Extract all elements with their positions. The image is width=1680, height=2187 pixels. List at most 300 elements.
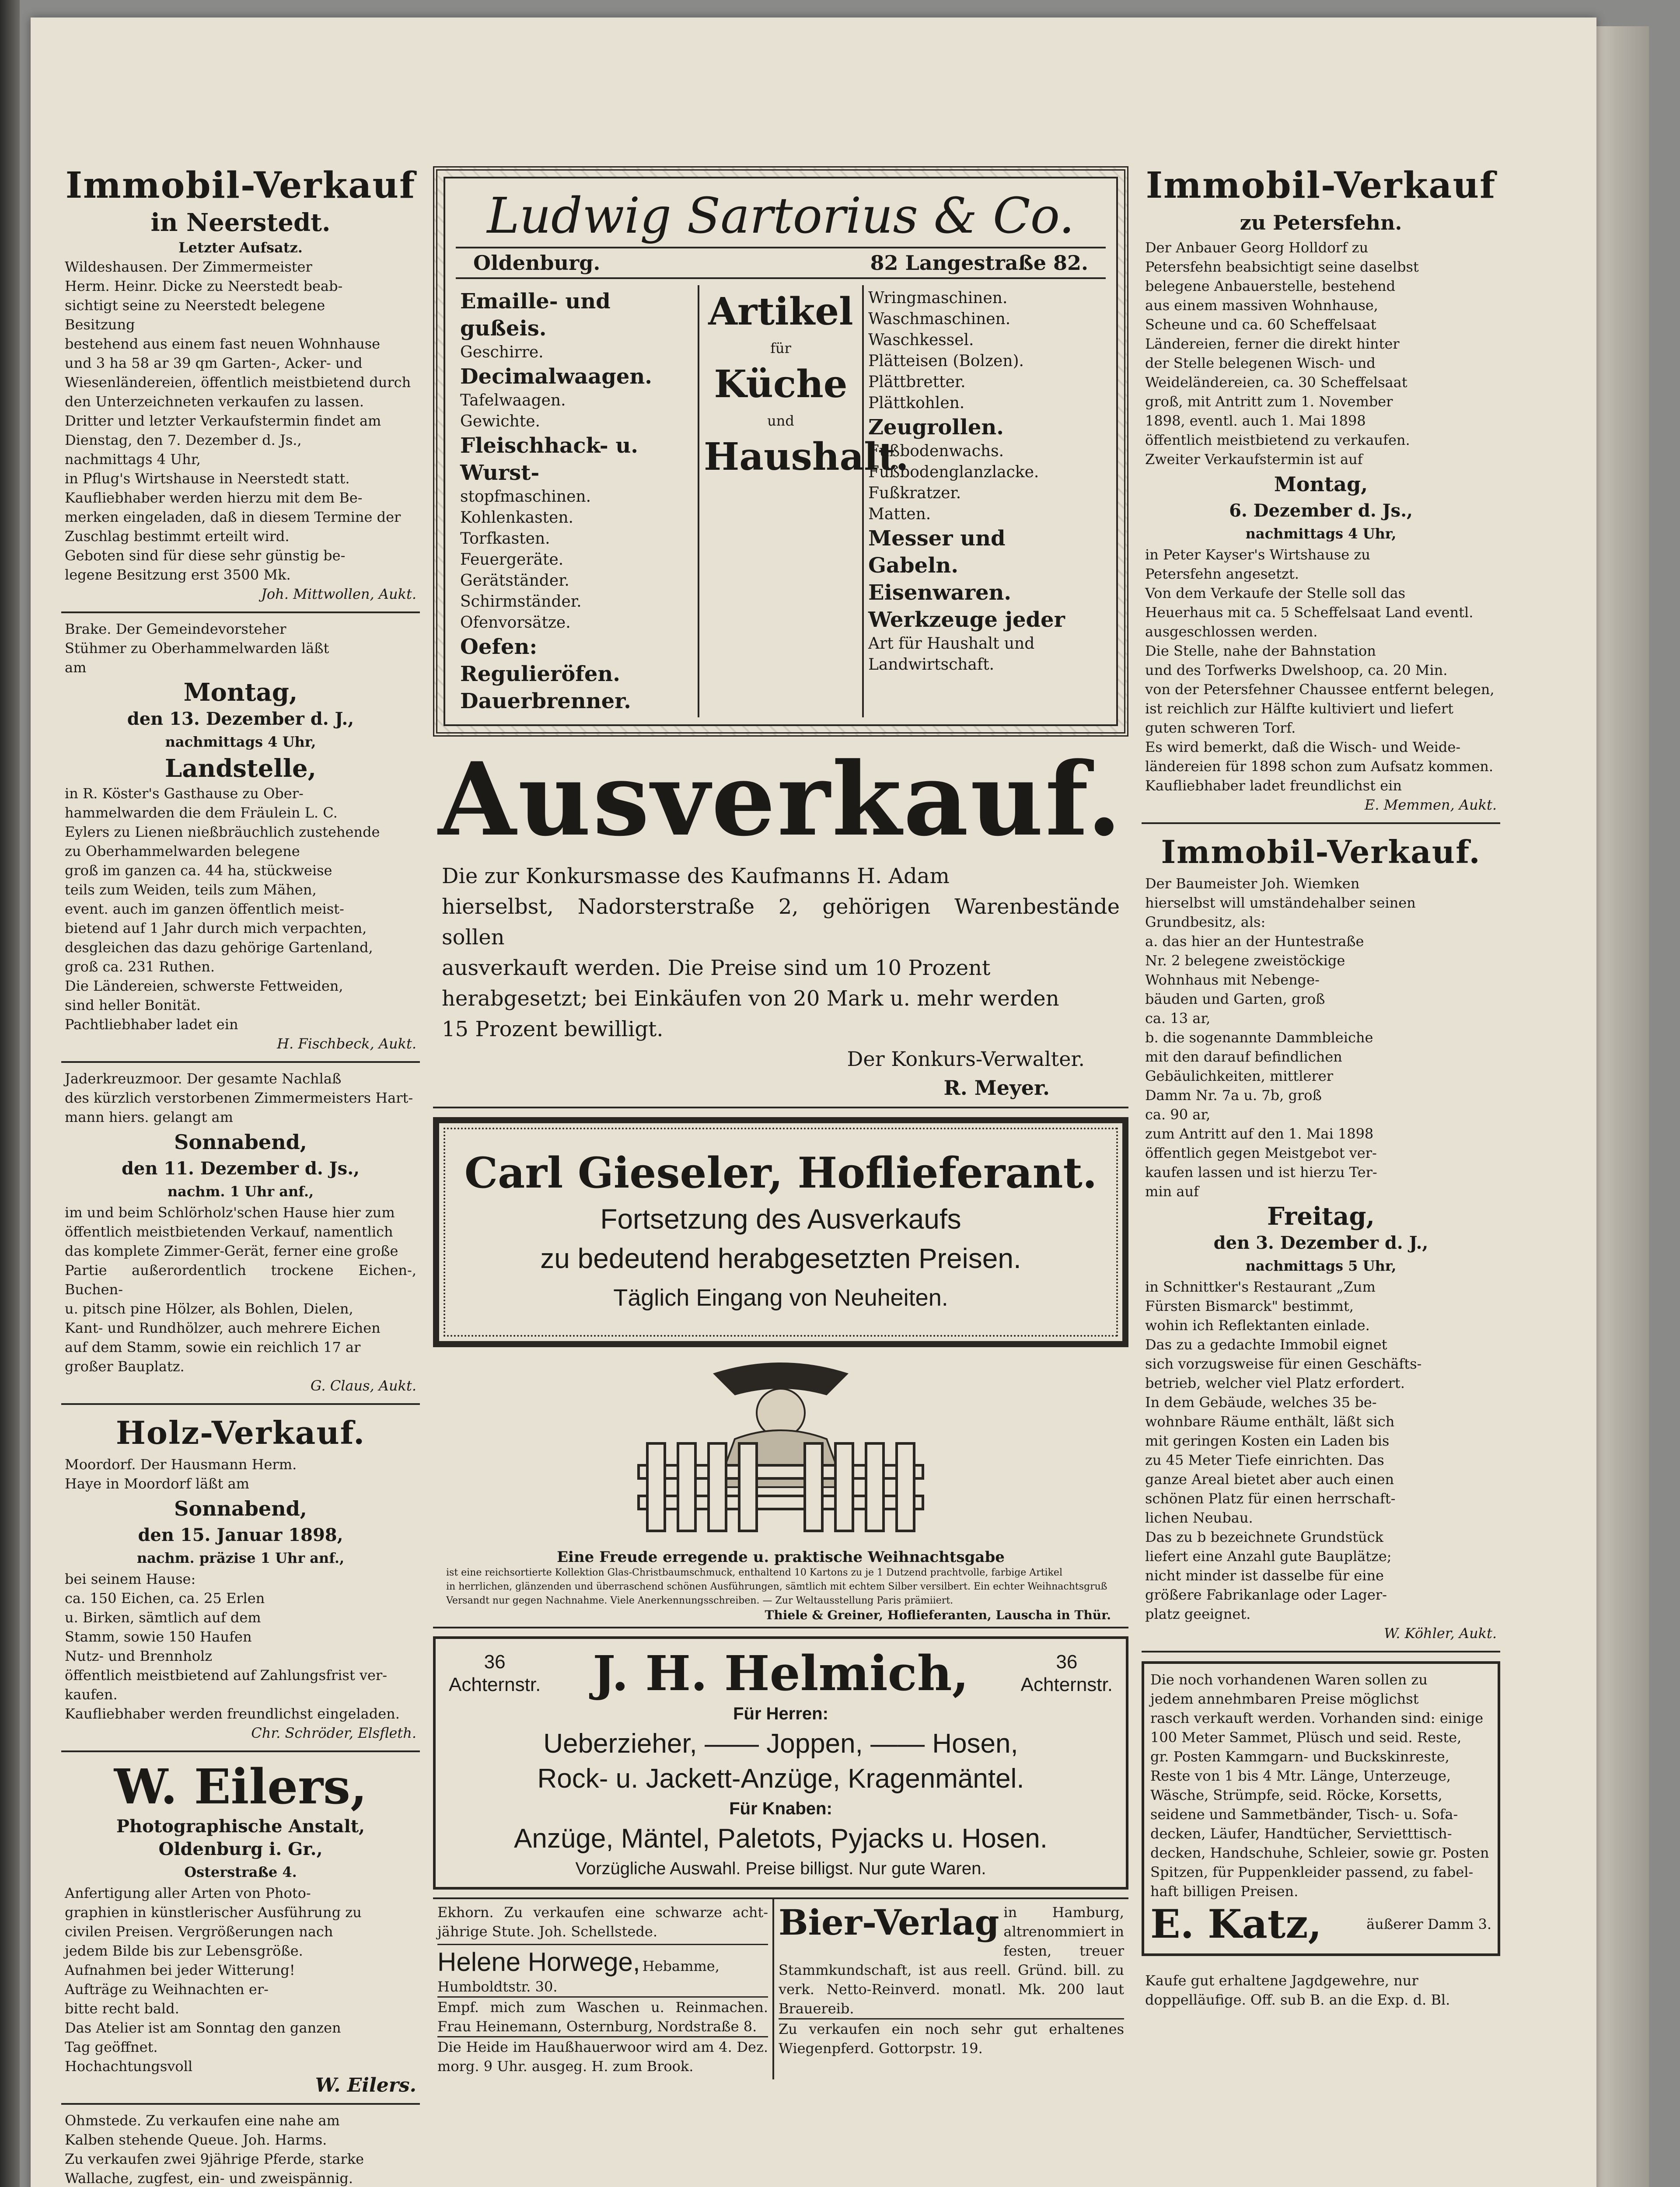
page-edge: [1596, 26, 1649, 2187]
text-line: desgleichen das dazu gehörige Gartenland,: [65, 939, 373, 956]
text-line: merken eingeladen, daß in diesem Termine der: [65, 509, 401, 525]
ad-ausverkauf: [433, 743, 1128, 1108]
text-line: den Unterzeichneten verkaufen zu lassen.: [65, 393, 364, 410]
product-item: Fleischhack- u. Wurst-: [460, 433, 639, 485]
ad-role: Hebamme, Humboldtstr. 30.: [437, 1958, 720, 1995]
text-line: bei seinem Hause:: [65, 1571, 196, 1587]
text-line: und des Torfwerks Dwelshoop, ca. 20 Min.: [1145, 662, 1448, 678]
text-line: größere Fabrikanlage oder Lager-: [1145, 1586, 1387, 1603]
ad-body: [65, 1883, 416, 2076]
text-line: ca. 150 Eichen, ca. 25 Erlen: [65, 1590, 265, 1607]
text-line: im und beim Schlörholz'schen Hause hier zum: [65, 1204, 395, 1221]
product-item: Zeugrollen.: [868, 415, 1004, 440]
product-item: Gewichte.: [460, 412, 540, 430]
text-line: bitte recht bald.: [65, 2000, 179, 2017]
ad-body: in Hamburg, altrenommiert in festen, treuer Stammkundschaft, ist aus reell. Gründ. bill. zu verk. Netto-Reinverd. monatl. Mk. 200 laut Brauereib.: [779, 1904, 1124, 2017]
text-line: aus einem massiven Wohnhause,: [1145, 297, 1378, 314]
text-line: Aufträge zu Weihnachten er-: [65, 1981, 269, 1998]
product-item: Oefen: Regulieröfen. Dauerbrenner.: [460, 635, 631, 713]
ad-time: nachmittags 4 Uhr,: [1245, 525, 1397, 542]
text-line: sich vorzugsweise für einen Geschäfts-: [1145, 1356, 1422, 1372]
text-line: wohin ich Reflektanten einlade.: [1145, 1317, 1370, 1334]
text-line: ausgeschlossen werden.: [1145, 623, 1318, 640]
ad-subheading: in Neerstedt.: [150, 208, 331, 237]
ad-footer: Vorzügliche Auswahl. Preise billigst. Nur gute Waren.: [575, 1859, 986, 1878]
ad-immobil-wiemken: [1142, 824, 1500, 1652]
text-line: Fürsten Bismarck" bestimmt,: [1145, 1298, 1354, 1314]
text-line: bietend auf 1 Jahr durch mich verpachten,: [65, 920, 367, 936]
product-item: Messer und Gabeln.: [868, 526, 1006, 578]
text-line: gr. Posten Kammgarn- und Buckskinreste,: [1150, 1748, 1449, 1765]
text-line: kaufen.: [65, 1686, 118, 1703]
text-line: decken, Handschuhe, Schleier, sowie gr. Posten: [1150, 1845, 1489, 1861]
ad-weihnachtsgabe: [433, 1356, 1128, 1628]
ad-signature: Joh. Mittwollen, Aukt.: [261, 586, 416, 602]
text-line: liefert eine Anzahl gute Bauplätze;: [1145, 1548, 1392, 1565]
text-line: auf dem Stamm, sowie ein reichlich 17 ar: [65, 1339, 361, 1356]
ad-body: [1145, 238, 1497, 469]
text-line: Grundbesitz, als:: [1145, 914, 1266, 930]
text-line: 1898, eventl. auch 1. Mai 1898: [1145, 412, 1366, 429]
text-line: Wohnhaus mit Nebenge-: [1145, 971, 1320, 988]
ad-heading: Holz-Verkauf.: [115, 1414, 366, 1451]
ad-day: Sonnabend,: [174, 1497, 307, 1520]
ad-intro: [65, 1455, 416, 1493]
product-item: Tafelwaagen.: [460, 391, 566, 409]
text-line: jedem annehmbaren Preise möglichst: [1150, 1691, 1419, 1707]
text-line: hammelwarden die dem Fräulein L. C.: [65, 804, 338, 821]
ad-jagdgewehre: [1142, 1965, 1500, 2017]
text-line: 100 Meter Sammet, Plüsch und seid. Reste,: [1150, 1729, 1462, 1746]
ad-heading: Immobil-Verkauf: [1146, 164, 1496, 206]
text-line: doppelläufige. Off. sub B. an die Exp. d. Bl.: [1145, 1991, 1450, 2008]
text-line: sind heller Bonität.: [65, 997, 201, 1013]
text-line: in R. Köster's Gasthause zu Ober-: [65, 785, 304, 802]
text-line: guten schweren Torf.: [1145, 720, 1296, 736]
text-line: Besitzung: [65, 316, 135, 333]
text-line: groß, mit Antritt zum 1. November: [1145, 393, 1393, 410]
product-item: Fußbodenglanzlacke.: [868, 463, 1039, 481]
text-line: civilen Preisen. Vergrößerungen nach: [65, 1923, 333, 1940]
ad-time: nachmittags 4 Uhr,: [165, 734, 316, 750]
ad-subheading: Photographische Anstalt,: [116, 1816, 365, 1837]
text-line: belegene Anbauerstelle, bestehend: [1145, 278, 1396, 294]
ad-date: den 15. Januar 1898,: [138, 1525, 343, 1545]
text-line: Ohmstede. Zu verkaufen eine nahe am: [65, 2112, 340, 2129]
text-line: Herm. Heinr. Dicke zu Neerstedt beab-: [65, 278, 343, 294]
product-item: Wringmaschinen.: [868, 289, 1008, 307]
ad-intro: [65, 1069, 416, 1127]
text-line: u. pitsch pine Hölzer, als Bohlen, Dielen,: [65, 1300, 353, 1317]
ad-katz: [1142, 1661, 1500, 1956]
text-line: Die Stelle, nahe der Bahnstation: [1145, 643, 1376, 659]
ad-heading: Helene Horwege,: [437, 1947, 640, 1977]
ad-body: [433, 1566, 1128, 1608]
ad-firm: Thiele & Greiner, Hoflieferanten, Lauscha in Thür.: [765, 1608, 1111, 1622]
text-line: hierselbst will umständehalber seinen: [1145, 894, 1416, 911]
ad-body: [65, 1569, 416, 1723]
product-item: Gerätständer.: [460, 572, 569, 590]
text-line: lichen Neubau.: [1145, 1509, 1253, 1526]
text-line: platz geeignet.: [1145, 1606, 1251, 1622]
ad-immobil-petersfehn: [1142, 157, 1500, 824]
text-line: Kaufliebhaber ladet freundlichst ein: [1145, 777, 1402, 794]
ad-line: Ueberzieher, —— Joppen, —— Hosen,: [543, 1729, 1018, 1759]
ad-intro: [65, 619, 416, 677]
street-number: 36: [484, 1651, 506, 1673]
ad-heading: W. Eilers,: [114, 1758, 367, 1815]
text-line: Das zu b bezeichnete Grundstück: [1145, 1529, 1383, 1545]
text-line: ganze Areal bietet aber auch einen: [1145, 1471, 1394, 1488]
product-item: Ofenvorsätze.: [460, 614, 571, 632]
text-line: Haye in Moordorf läßt am: [65, 1475, 249, 1492]
left-column: [61, 157, 420, 2187]
text-line: betrieb, welcher viel Platz erfordert.: [1145, 1375, 1405, 1391]
ad-day: Montag,: [1274, 472, 1368, 496]
text-line: Aufnahmen bei jeder Witterung!: [65, 1962, 295, 1978]
ad-heading: Bier-Verlag: [779, 1902, 999, 1943]
text-line: Petersfehn beabsichtigt seine daselbst: [1145, 259, 1419, 275]
text-line: nachmittags 4 Uhr,: [65, 451, 201, 468]
text-line: Der Baumeister Joh. Wiemken: [1145, 875, 1360, 892]
text-line: des kürzlich verstorbenen Zimmermeisters Hart-: [65, 1090, 413, 1106]
ad-signature: W. Köhler, Aukt.: [1384, 1625, 1497, 1642]
ad-line: Täglich Eingang von Neuheiten.: [613, 1285, 948, 1311]
product-item: Geschirre.: [460, 343, 544, 361]
text-line: Kant- und Rundhölzer, auch mehrere Eichen: [65, 1320, 381, 1336]
ad-time: nachmittags 5 Uhr,: [1245, 1258, 1397, 1274]
text-line: am: [65, 659, 87, 676]
text-line: 15 Prozent bewilligt.: [442, 1017, 664, 1041]
text-line: Der Anbauer Georg Holldorf zu: [1145, 239, 1369, 256]
ad-body: [65, 257, 416, 584]
text-line: b. die sogenannte Dammbleiche: [1145, 1029, 1373, 1046]
product-item: Feuergeräte.: [460, 551, 564, 569]
text-line: zum Antritt auf den 1. Mai 1898: [1145, 1125, 1374, 1142]
product-list-left: [456, 285, 698, 717]
product-list-right: [864, 285, 1106, 717]
text-line: großer Bauplatz.: [65, 1358, 185, 1375]
text-line: Weideländereien, ca. 30 Scheffelsaat: [1145, 374, 1408, 391]
text-line: Wallache, zugfest, ein- und zweispännig.: [65, 2170, 353, 2187]
text-line: Moordorf. Der Hausmann Herm.: [65, 1456, 297, 1473]
text-line: Die zur Konkursmasse des Kaufmanns H. Adam: [442, 864, 950, 888]
text-line: nicht minder ist dasselbe für eine: [1145, 1567, 1384, 1584]
ad-immobil-neerstedt: [61, 157, 420, 613]
ad-heinemann: Empf. mich zum Waschen u. Reinmachen. Frau Heinemann, Osternburg, Nordstraße 8.: [437, 1996, 768, 2036]
ad-heading: Carl Gieseler, Hoflieferant.: [464, 1148, 1097, 1198]
product-item: Schirmständer.: [460, 593, 582, 611]
ad-heading: Ausverkauf.: [438, 741, 1124, 859]
ad-horwege: [437, 1944, 768, 1996]
text-line: Die noch vorhandenen Waren sollen zu: [1150, 1671, 1428, 1688]
product-item: Plätteisen (Bolzen).: [868, 352, 1024, 370]
text-line: seidene und Sammetbänder, Tisch- u. Sofa-: [1150, 1806, 1458, 1823]
ad-gieseler: [433, 1117, 1128, 1347]
ad-body-more: [1145, 1277, 1497, 1624]
product-item: Waschmaschinen.: [868, 310, 1011, 328]
ad-signature: Chr. Schröder, Elsfleth.: [251, 1725, 416, 1741]
product-item: Landwirtschaft.: [868, 656, 995, 674]
text-line: in Schnittker's Restaurant „Zum: [1145, 1279, 1376, 1295]
ad-helmich: [433, 1636, 1128, 1890]
ad-section: Für Knaben:: [729, 1799, 832, 1818]
product-item: Art für Haushalt und: [868, 635, 1035, 653]
ad-line: Anzüge, Mäntel, Paletots, Pyjacks u. Hosen.: [514, 1824, 1048, 1854]
text-line: teils zum Weiden, teils zum Mähen,: [65, 881, 317, 898]
text-line: In dem Gebäude, welches 35 be-: [1145, 1394, 1377, 1411]
text-line: Versandt nur gegen Nachnahme. Viele Anerkennungsschreiben. — Zur Weltausstellung Paris prämiiert.: [446, 1595, 954, 1606]
text-line: zu 45 Meter Tiefe einrichten. Das: [1145, 1452, 1384, 1468]
text-line: graphien in künstlerischer Ausführung zu: [65, 1904, 362, 1921]
product-item: stopfmaschinen.: [460, 488, 591, 506]
text-line: Anfertigung aller Arten von Photo-: [65, 1885, 311, 1901]
text-line: ist reichlich zur Hälfte kultiviert und liefert: [1145, 700, 1453, 717]
text-line: ca. 13 ar,: [1145, 1010, 1211, 1027]
product-item: Kohlenkasten.: [460, 509, 573, 527]
text-line: Petersfehn angesetzt.: [1145, 566, 1299, 582]
text-line: Das zu a gedachte Immobil eignet: [1145, 1336, 1387, 1353]
text-line: das komplete Zimmer-Gerät, ferner eine große: [65, 1243, 398, 1259]
text-line: hierselbst, Nadorsterstraße 2, gehörigen Warenbestände sollen: [442, 894, 1120, 950]
ad-signature-role: Der Konkurs-Verwalter.: [847, 1047, 1085, 1071]
ad-heading: E. Katz,: [1150, 1901, 1322, 1947]
ad-body: [433, 861, 1128, 1045]
text-line: decken, Läufer, Handtücher, Servietttisch-: [1150, 1825, 1452, 1842]
text-line: Spitzen, für Puppenkleider passend, zu fabel-: [1150, 1864, 1474, 1880]
ad-time: nachm. 1 Uhr anf.,: [167, 1183, 314, 1200]
text-line: Wildeshausen. Der Zimmermeister: [65, 259, 312, 275]
product-item: Torfkasten.: [460, 530, 550, 548]
middle-column: [433, 166, 1128, 2187]
ad-date: den 3. Dezember d. J.,: [1213, 1233, 1429, 1253]
text-line: Damm Nr. 7a u. 7b, groß: [1145, 1087, 1322, 1104]
text-line: Zuschlag bestimmt erteilt wird.: [65, 528, 290, 545]
ad-signature: H. Fischbeck, Aukt.: [277, 1035, 416, 1052]
ad-heading: Immobil-Verkauf: [65, 164, 416, 206]
ad-jaderkreuzmoor: [61, 1063, 420, 1405]
ad-subheading-city: Oldenburg i. Gr.,: [158, 1839, 323, 1859]
ad-signature-name: R. Meyer.: [943, 1076, 1050, 1100]
ad-day: Sonnabend,: [174, 1130, 307, 1154]
text-line: Nutz- und Brennholz: [65, 1648, 213, 1664]
product-item: Werkzeuge jeder: [868, 608, 1065, 632]
ad-time: nachm. präzise 1 Uhr anf.,: [136, 1550, 345, 1566]
text-line: groß ca. 231 Ruthen.: [65, 958, 215, 975]
text-line: Geboten sind für diese sehr günstig be-: [65, 547, 346, 564]
ad-sartorius: [433, 166, 1128, 737]
ad-line: Rock- u. Jackett-Anzüge, Kragenmäntel.: [537, 1764, 1024, 1794]
bottom-right: [774, 1899, 1128, 2079]
text-line: legene Besitzung erst 3500 Mk.: [65, 566, 291, 583]
text-line: in Pflug's Wirtshause in Neerstedt statt.: [65, 470, 350, 487]
ad-caption: Eine Freude erregende u. praktische Weihnachtsgabe: [557, 1548, 1005, 1566]
center-word: Küche: [714, 362, 848, 406]
text-line: ausverkauft werden. Die Preise sind um 10 Prozent: [442, 956, 991, 980]
text-line: Heuerhaus mit ca. 5 Scheffelsaat Land eventl.: [1145, 604, 1474, 621]
text-line: Stamm, sowie 150 Haufen: [65, 1628, 252, 1645]
ad-heading: Ludwig Sartorius & Co.: [487, 188, 1075, 245]
text-line: Zu verkaufen zwei 9jährige Pferde, starke: [65, 2151, 364, 2167]
text-line: Stühmer zu Oberhammelwarden läßt: [65, 640, 329, 657]
text-line: groß im ganzen ca. 44 ha, stückweise: [65, 862, 332, 879]
center-word: und: [767, 412, 794, 429]
text-line: mit den darauf befindlichen: [1145, 1048, 1342, 1065]
street-number: 36: [1056, 1651, 1078, 1673]
street-name: Achternstr.: [1020, 1673, 1113, 1695]
ad-date: 6. Dezember d. Js.,: [1229, 500, 1413, 521]
ad-city: Oldenburg.: [473, 251, 601, 275]
ad-ekhorn: Ekhorn. Zu verkaufen eine schwarze acht-jährige Stute. Joh. Schellstede.: [437, 1904, 768, 1940]
text-line: Wiesenländereien, öffentlich meistbietend durch: [65, 374, 411, 391]
product-item: Fußbodenwachs.: [868, 442, 1004, 460]
ad-line: zu bedeutend herabgesetzten Preisen.: [540, 1243, 1021, 1274]
text-line: Jaderkreuzmoor. Der gesamte Nachlaß: [65, 1070, 342, 1087]
ad-body: [1145, 1971, 1497, 2009]
product-item: Decimalwaagen.: [460, 364, 652, 389]
text-line: schönen Platz für einen herrschaft-: [1145, 1490, 1396, 1507]
ad-subheading: zu Petersfehn.: [1240, 211, 1402, 234]
ad-date: den 13. Dezember d. J.,: [127, 709, 354, 729]
ad-side-right: [1021, 1651, 1113, 1696]
text-line: Partie außerordentlich trockene Eichen-, Buchen-: [65, 1262, 416, 1298]
product-item: Emaille- und gußeis.: [460, 289, 611, 341]
bottom-left: [433, 1899, 774, 2079]
text-line: Dritter und letzter Verkaufstermin findet am: [65, 412, 381, 429]
product-item: Fußkratzer.: [868, 484, 961, 502]
ad-tag: Letzter Aufsatz.: [178, 239, 303, 256]
ad-eilers: [61, 1752, 420, 2105]
ad-date: den 11. Dezember d. Js.,: [121, 1158, 360, 1179]
text-line: mann hiers. gelangt am: [65, 1109, 233, 1125]
illustration-svg: [433, 1356, 1128, 1544]
text-line: herabgesetzt; bei Einkäufen von 20 Mark u. mehr werden: [442, 986, 1059, 1011]
right-column: [1142, 157, 1500, 2187]
ad-body: [1145, 874, 1497, 1201]
ad-signature: W. Eilers.: [315, 2074, 416, 2096]
ad-signature: G. Claus, Aukt.: [310, 1377, 416, 1394]
text-line: öffentlich gegen Meistgebot ver-: [1145, 1145, 1377, 1161]
text-line: Nr. 2 belegene zweistöckige: [1145, 952, 1345, 969]
product-item: Waschkessel.: [868, 331, 974, 349]
text-line: mit geringen Kosten ein Laden bis: [1145, 1432, 1390, 1449]
text-line: öffentlich meistbietend auf Zahlungsfrist ver-: [65, 1667, 388, 1684]
text-line: und 3 ha 58 ar 39 qm Garten-, Acker- und: [65, 355, 363, 371]
text-line: Pachtliebhaber ladet ein: [65, 1016, 238, 1033]
text-line: Zweiter Verkaufstermin ist auf: [1145, 451, 1363, 468]
text-line: Kaufliebhaber werden hierzu mit dem Be-: [65, 489, 363, 506]
text-line: sichtigt seine zu Neerstedt belegene: [65, 297, 325, 314]
product-item: Plättkohlen.: [868, 394, 965, 412]
text-line: öffentlich meistbietend zu verkaufen.: [1145, 432, 1410, 448]
text-line: zu Oberhammelwarden belegene: [65, 843, 300, 859]
text-line: Eylers zu Lienen nießbräuchlich zustehende: [65, 824, 380, 840]
text-line: Hochachtungsvoll: [65, 2058, 193, 2075]
text-line: jedem Bilde bis zur Lebensgröße.: [65, 1942, 303, 1959]
text-line: Ländereien, ferner die direkt hinter: [1145, 335, 1400, 352]
text-line: ländereien für 1898 schon zum Aufsatz kommen.: [1145, 758, 1494, 775]
ad-body: [65, 2111, 416, 2187]
text-line: a. das hier an der Huntestraße: [1145, 933, 1364, 950]
text-line: event. auch im ganzen öffentlich meist-: [65, 901, 344, 917]
text-line: rasch verkauft werden. Vorhanden sind: einige: [1150, 1710, 1484, 1726]
text-line: ca. 90 ar,: [1145, 1106, 1211, 1123]
ad-side-left: [449, 1651, 541, 1696]
text-line: wohnbare Räume enthält, läßt sich: [1145, 1413, 1395, 1430]
ad-day: Freitag,: [1267, 1202, 1375, 1231]
text-line: Von dem Verkaufe der Stelle soll das: [1145, 585, 1406, 601]
ad-signature: E. Memmen, Aukt.: [1364, 797, 1497, 813]
text-line: Scheune und ca. 60 Scheffelsaat: [1145, 316, 1376, 333]
text-line: bäuden und Garten, groß: [1145, 991, 1325, 1007]
text-line: Reste von 1 bis 4 Mtr. Länge, Unterzeuge,: [1150, 1768, 1451, 1784]
center-word: für: [770, 340, 791, 356]
ad-heading: J. H. Helmich,: [593, 1645, 969, 1701]
ad-address: [456, 247, 1106, 279]
text-line: u. Birken, sämtlich auf dem: [65, 1609, 261, 1626]
bottom-small-ads: [433, 1897, 1128, 2079]
ad-body-more: [1145, 545, 1497, 795]
text-line: Das Atelier ist am Sonntag den ganzen: [65, 2019, 341, 2036]
text-line: der Stelle belegenen Wisch- und: [1145, 355, 1376, 371]
text-line: Gebäulichkeiten, mittlerer: [1145, 1068, 1333, 1084]
text-line: Die Ländereien, schwerste Fettweiden,: [65, 978, 343, 994]
text-line: Es wird bemerkt, daß die Wisch- und Weide-: [1145, 739, 1461, 755]
ad-address: äußerer Damm 3.: [1366, 1916, 1491, 1932]
ad-holz-verkauf: [61, 1405, 420, 1752]
ad-landstelle: [61, 613, 420, 1063]
center-word: Haushalt.: [704, 435, 909, 479]
text-line: Wäsche, Strümpfe, seid. Röcke, Korsetts,: [1150, 1787, 1442, 1803]
text-line: in herrlichen, glänzenden und überraschend schönen Ausführungen, sämtlich mit echtem Silber versilbert. Ein echter Weihnachtsgruß: [446, 1581, 1107, 1592]
text-line: öffentlich meistbietenden Verkauf, namentlich: [65, 1223, 393, 1240]
product-item: Matten.: [868, 505, 931, 523]
text-line: Brake. Der Gemeindevorsteher: [65, 621, 286, 637]
text-line: Tag geöffnet.: [65, 2039, 158, 2055]
ad-product-grid: [456, 285, 1106, 717]
ad-heide: Die Heide im Haußhauerwoor wird am 4. Dez. morg. 9 Uhr. ausgeg. H. zum Brook.: [437, 2036, 768, 2076]
product-item: Eisenwaren.: [868, 580, 1012, 605]
book-binding: [0, 0, 20, 2187]
text-line: haft billigen Preisen.: [1150, 1883, 1299, 1900]
ad-wiegenpferd: Zu verkaufen ein noch sehr gut erhaltenes Wiegenpferd. Gottorpstr. 19.: [779, 2018, 1124, 2058]
text-line: von der Petersfehner Chaussee entfernt belegen,: [1145, 681, 1495, 698]
ad-heading: Immobil-Verkauf.: [1161, 833, 1481, 870]
street-name: Achternstr.: [449, 1673, 541, 1695]
text-line: Kalben stehende Queue. Joh. Harms.: [65, 2131, 327, 2148]
text-line: bestehend aus einem fast neuen Wohnhause: [65, 335, 381, 352]
ad-body: [65, 1203, 416, 1376]
christmas-illustration: [433, 1356, 1128, 1544]
text-line: Kaufliebhaber werden freundlichst eingeladen.: [65, 1705, 400, 1722]
ad-body: [1150, 1670, 1491, 1901]
center-word: Artikel: [708, 290, 853, 334]
text-line: Kaufe gut erhaltene Jagdgewehre, nur: [1145, 1972, 1418, 1989]
ad-small-notices: [61, 2105, 420, 2187]
ad-line: Fortsetzung des Ausverkaufs: [600, 1203, 961, 1235]
text-line: min auf: [1145, 1183, 1199, 1200]
ad-subheading-street: Osterstraße 4.: [184, 1864, 297, 1880]
text-line: ist eine reichsortierte Kollektion Glas-Christbaumschmuck, enthaltend 10 Kartons zu je 1 Dutzend prachtvolle, farbige Artikel: [446, 1567, 1062, 1578]
ad-day: Montag,: [183, 678, 298, 707]
ad-street: 82 Langestraße 82.: [870, 251, 1088, 275]
product-item: Plättbretter.: [868, 373, 966, 391]
ad-body: [65, 784, 416, 1034]
text-line: in Peter Kayser's Wirtshause zu: [1145, 546, 1370, 563]
ad-heading: Landstelle,: [164, 754, 317, 783]
text-line: Dienstag, den 7. Dezember d. Js.,: [65, 432, 302, 448]
ad-section: Für Herren:: [733, 1704, 828, 1723]
